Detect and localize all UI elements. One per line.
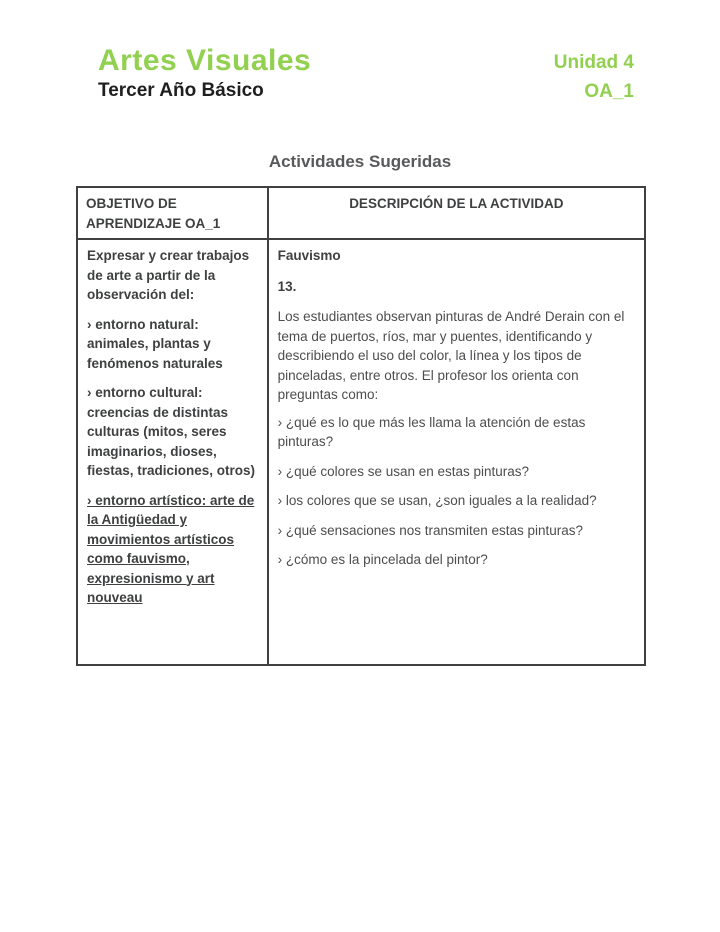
activity-question-4: › ¿qué sensaciones nos transmiten estas pinturas? bbox=[277, 522, 584, 538]
objective-item-artistico: › entorno artístico: arte de la Antigüedad y movimientos artísticos como fauvismo, expresionismo y art nouveau bbox=[87, 492, 255, 605]
activity-cell bbox=[268, 239, 645, 665]
oa-label: OA_1 bbox=[584, 81, 634, 102]
activity-question-1: › ¿qué es lo que más les llama la atención de estas pinturas? bbox=[277, 414, 586, 449]
objective-item-cultural: › entorno cultural: creencias de distintas culturas (mitos, seres imaginarios, dioses, fiestas, tradiciones, otros) bbox=[87, 385, 256, 478]
unit-label: Unidad 4 bbox=[553, 52, 634, 73]
activity-question-2: › ¿qué colores se usan en estas pinturas? bbox=[277, 463, 530, 479]
objective-cell bbox=[77, 239, 268, 665]
doc-title: Artes Visuales bbox=[98, 44, 312, 77]
objective-intro: Expresar y crear trabajos de arte a partir de la observación del: bbox=[87, 248, 250, 302]
header-right bbox=[554, 51, 634, 104]
page-heading: Actividades Sugeridas bbox=[268, 152, 452, 171]
objective-item-natural: › entorno natural: animales, plantas y fenómenos naturales bbox=[87, 316, 223, 371]
activity-table bbox=[76, 186, 646, 666]
table-row bbox=[77, 239, 645, 665]
activity-description: Los estudiantes observan pinturas de André Derain con el tema de puertos, ríos, mar y puentes, identificando y describiendo el uso del color, la línea y los tipos de pinceladas, entre otros. El profesor los orienta con preguntas como: bbox=[277, 309, 625, 402]
table-header-row bbox=[77, 187, 645, 239]
activity-topic: Fauvismo bbox=[277, 248, 341, 263]
header-left bbox=[98, 45, 311, 103]
description-column-header: DESCRIPCIÓN DE LA ACTIVIDAD bbox=[268, 187, 645, 239]
objective-column-header: OBJETIVO DE APRENDIZAJE OA_1 bbox=[77, 187, 268, 239]
doc-subtitle: Tercer Año Básico bbox=[98, 80, 264, 101]
activity-question-3: › los colores que se usan, ¿son iguales a la realidad? bbox=[277, 493, 597, 508]
activity-number: 13. bbox=[277, 278, 297, 294]
activity-question-5: › ¿cómo es la pincelada del pintor? bbox=[277, 552, 488, 567]
document-header bbox=[0, 0, 720, 104]
